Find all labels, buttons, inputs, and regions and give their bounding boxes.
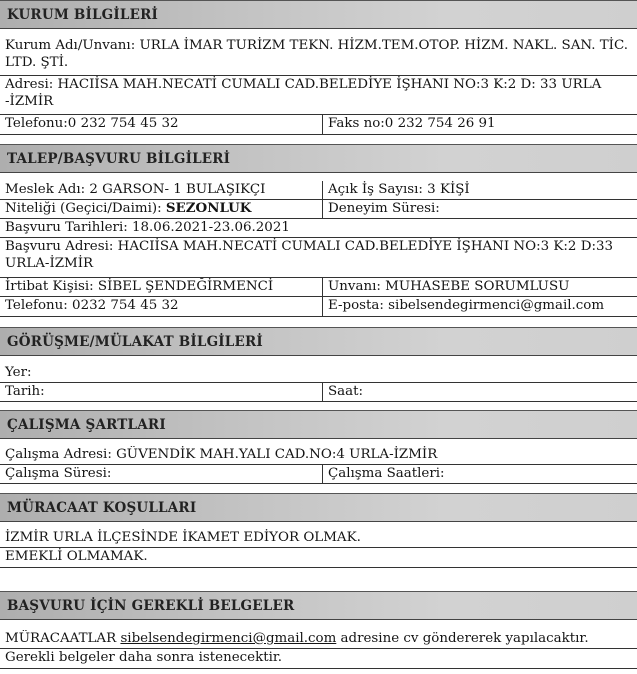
row-muracaat-empty: [0, 568, 637, 588]
belgeler-post: adresine cv göndererek yapılacaktır.: [336, 631, 589, 646]
row-belgeler-2: [0, 649, 637, 669]
row-talep-telefon: [0, 297, 637, 317]
muracaat-line-2: EMEKLİ OLMAMAK.: [5, 549, 148, 564]
nitelik-value: SEZONLUK: [165, 200, 252, 216]
calisma-saatler: Çalışma Saatleri:: [322, 465, 637, 483]
row-kurum-unvan: [0, 37, 637, 76]
row-talep-adres: [0, 238, 637, 278]
gorusme-tarih: Tarih:: [5, 384, 45, 399]
talep-unvan: Unvanı: MUHASEBE SORUMLUSU: [322, 278, 637, 296]
section-title: BAŞVURU İÇİN GEREKLİ BELGELER: [7, 598, 295, 614]
section-title: TALEP/BAŞVURU BİLGİLERİ: [7, 151, 231, 167]
section-title: KURUM BİLGİLERİ: [7, 7, 159, 23]
row-gorusme-yer: [0, 364, 637, 383]
row-talep-irtibat: [0, 278, 637, 297]
kurum-adres: Adresi: HACIİSA MAH.NECATİ CUMALI CAD.BELEDİYE İŞHANI NO:3 K:2 D: 33 URLA -İZMİR: [5, 77, 602, 109]
gorusme-yer: Yer:: [5, 365, 32, 380]
section-header-belgeler: [0, 591, 637, 620]
row-talep-nitelik: [0, 200, 637, 219]
kurum-unvan: Kurum Adı/Unvanı: URLA İMAR TURİZM TEKN. HİZM.TEM.OTOP. HİZM. NAKL. SAN. TİC. LTD. ŞTİ.: [5, 38, 628, 70]
section-title: MÜRACAAT KOŞULLARI: [7, 500, 197, 516]
talep-acik-is: Açık İş Sayısı: 3 KİŞİ: [322, 181, 637, 199]
row-kurum-adres: [0, 76, 637, 115]
row-muracaat-2: [0, 548, 637, 568]
row-talep-meslek: [0, 181, 637, 200]
email-link[interactable]: sibelsendegirmenci@gmail.com: [120, 631, 337, 646]
talep-tarihler: Başvuru Tarihleri: 18.06.2021-23.06.2021: [5, 220, 290, 235]
kurum-faks: Faks no:0 232 754 26 91: [322, 115, 637, 134]
section-header-calisma: [0, 410, 637, 439]
calisma-adres: Çalışma Adresi: GÜVENDİK MAH.YALI CAD.NO:4 URLA-İZMİR: [5, 447, 438, 462]
calisma-sure: Çalışma Süresi:: [5, 466, 112, 481]
nitelik-label: Niteliği (Geçici/Daimi):: [5, 201, 166, 216]
row-calisma-adres: [0, 446, 637, 465]
kurum-telefon: Telefonu:0 232 754 45 32: [5, 116, 179, 131]
talep-deneyim: Deneyim Süresi:: [322, 200, 637, 218]
talep-irtibat: İrtibat Kişisi: SİBEL ŞENDEĞİRMENCİ: [5, 279, 274, 294]
section-title: GÖRÜŞME/MÜLAKAT BİLGİLERİ: [7, 334, 263, 350]
talep-eposta: E-posta: sibelsendegirmenci@gmail.com: [322, 297, 637, 316]
belgeler-line-2: Gerekli belgeler daha sonra istenecektir.: [5, 650, 283, 665]
talep-telefon: Telefonu: 0232 754 45 32: [5, 298, 179, 313]
section-title: ÇALIŞMA ŞARTLARI: [7, 417, 166, 433]
belgeler-line-1: [0, 630, 637, 648]
section-header-kurum: [0, 0, 637, 29]
gorusme-saat: Saat:: [322, 383, 637, 401]
talep-nitelik: [0, 200, 322, 218]
row-calisma-sure: [0, 465, 637, 484]
talep-meslek: Meslek Adı: 2 GARSON- 1 BULAŞIKÇI: [5, 182, 266, 197]
talep-adres: Başvuru Adresi: HACIİSA MAH.NECATİ CUMALI CAD.BELEDİYE İŞHANI NO:3 K:2 D:33 URLA-İZMİR: [5, 239, 613, 271]
section-header-talep: [0, 144, 637, 173]
row-belgeler-1: [0, 630, 637, 649]
row-muracaat-1: [0, 529, 637, 548]
row-gorusme-tarih: [0, 383, 637, 402]
row-kurum-telefon: [0, 115, 637, 135]
muracaat-line-1: İZMİR URLA İLÇESİNDE İKAMET EDİYOR OLMAK.: [5, 530, 361, 545]
belgeler-pre: MÜRACAATLAR: [5, 631, 121, 646]
row-talep-tarihler: [0, 219, 637, 238]
section-header-muracaat: [0, 493, 637, 522]
section-header-gorusme: [0, 327, 637, 356]
